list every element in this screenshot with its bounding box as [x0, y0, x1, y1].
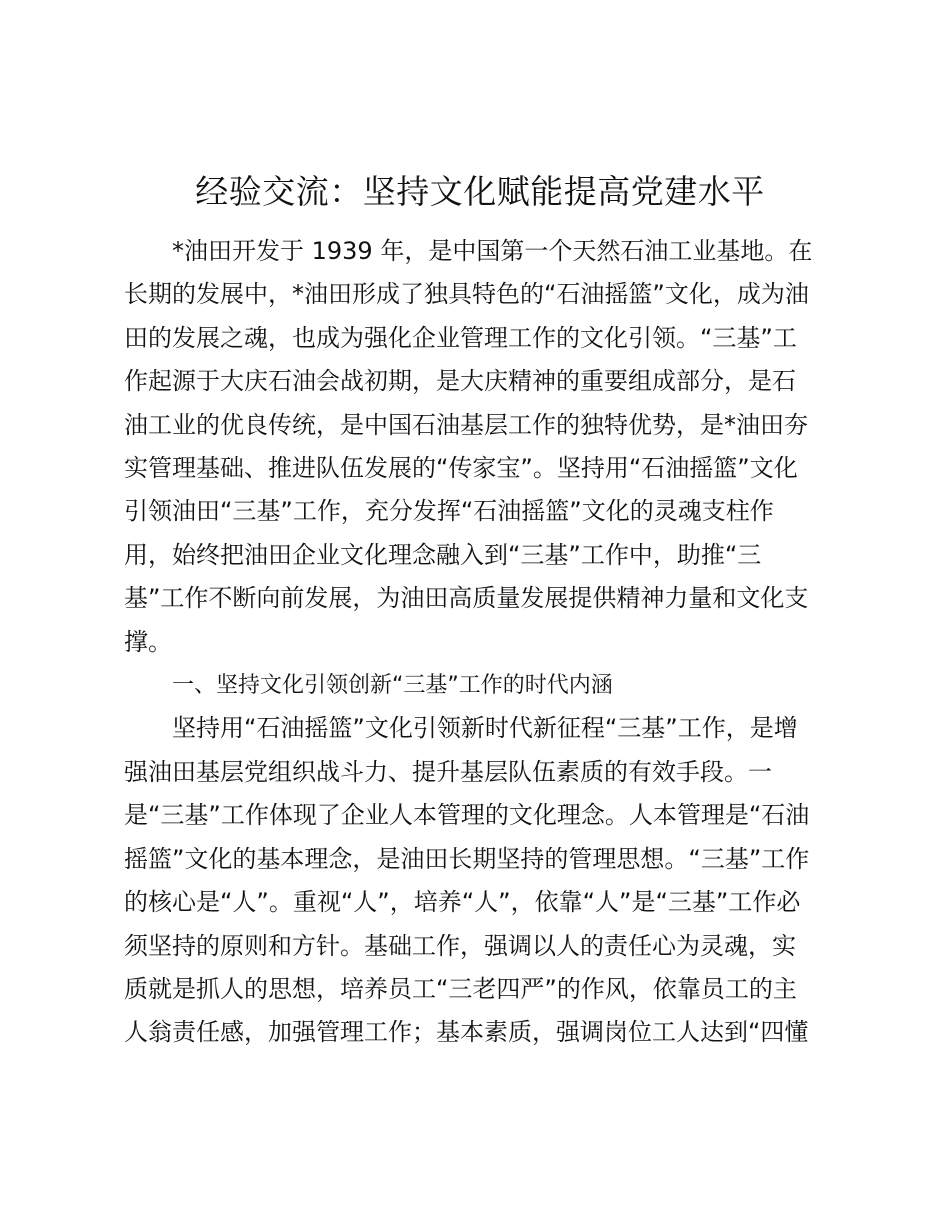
document-title: 经验交流：坚持文化赋能提高党建水平	[195, 172, 765, 211]
text-line: 质就是抓人的思想，培养员工“三老四严”的作风，依靠员工的主	[124, 974, 797, 1003]
text-line: 作起源于大庆石油会战初期，是大庆精神的重要组成部分，是石	[124, 367, 796, 396]
text-line: 长期的发展中，*油田形成了独具特色的“石油摇篮”文化，成为油	[124, 280, 809, 309]
text-line: 引领油田“三基”工作，充分发挥“石油摇篮”文化的灵魂支柱作	[124, 497, 774, 526]
text-line: 的核心是“人”。重视“人”，培养“人”，依靠“人”是“三基”工作必	[124, 888, 801, 917]
text-line: 实管理基础、推进队伍发展的“传家宝”。坚持用“石油摇篮”文化	[124, 454, 798, 483]
text-line: 田的发展之魂，也成为强化企业管理工作的文化引领。“三基”工	[124, 323, 797, 352]
text-line: 用，始终把油田企业文化理念融入到“三基”工作中，助推“三	[124, 540, 762, 569]
section-heading: 一、坚持文化引领创新“三基”工作的时代内涵	[172, 673, 613, 699]
text-line: 基”工作不断向前发展，为油田高质量发展提供精神力量和文化支	[124, 584, 809, 613]
document-page	[124, 168, 836, 1055]
intro-paragraph	[124, 230, 836, 664]
section-paragraph	[124, 707, 836, 1054]
text-line: 人翁责任感，加强管理工作；基本素质，强调岗位工人达到“四懂	[124, 1018, 809, 1047]
text-line: 撑。	[124, 627, 172, 656]
text-line: 坚持用“石油摇篮”文化引领新时代新征程“三基”工作，是增	[172, 714, 798, 743]
text-line: 须坚持的原则和方针。基础工作，强调以人的责任心为灵魂，实	[124, 931, 796, 960]
text-line: 强油田基层党组织战斗力、提升基层队伍素质的有效手段。一	[124, 757, 772, 786]
text-line: 是“三基”工作体现了企业人本管理的文化理念。人本管理是“石油	[124, 801, 810, 830]
text-line: 摇篮”文化的基本理念，是油田长期坚持的管理思想。“三基”工作	[124, 844, 810, 873]
text-line: *油田开发于 1939 年，是中国第一个天然石油工业基地。在	[172, 237, 813, 265]
text-line: 油工业的优良传统，是中国石油基层工作的独特优势，是*油田夯	[124, 410, 808, 439]
